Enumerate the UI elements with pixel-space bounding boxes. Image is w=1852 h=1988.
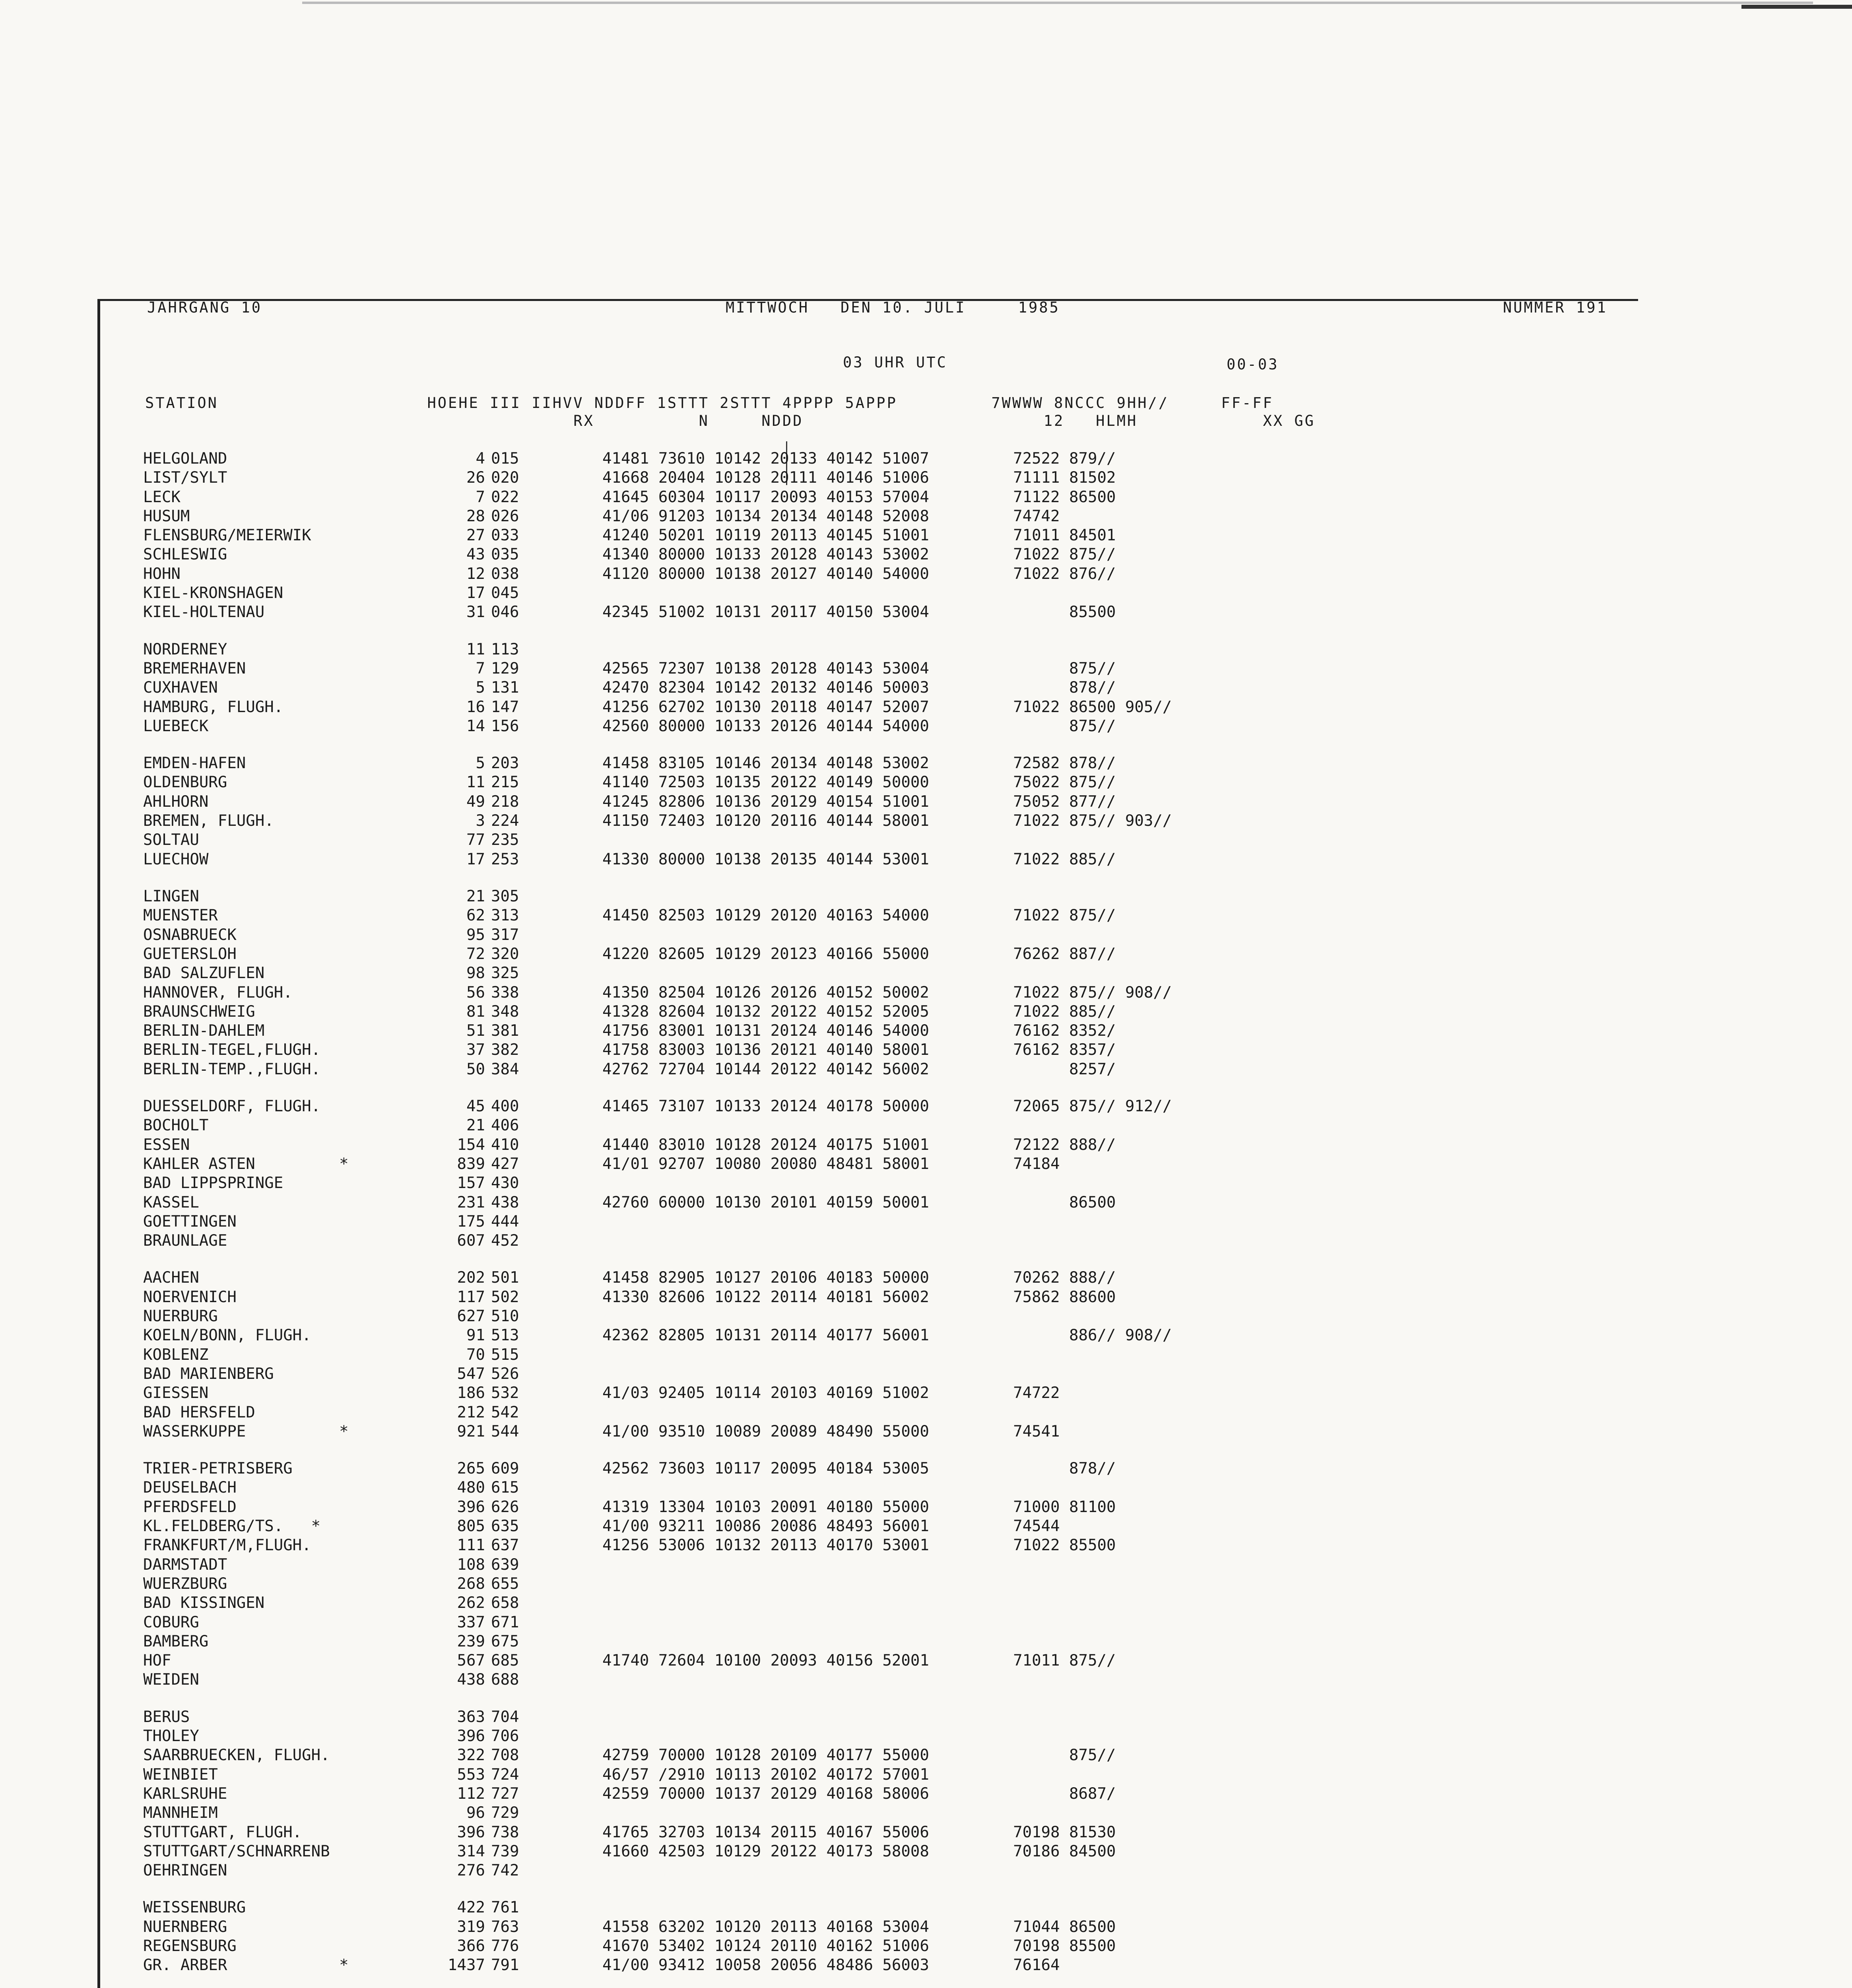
column-header-line-1: STATION HOEHE III IIHVV NDDFF 1STTT 2STTT 4PPPP 5APPP 7WWWW 8NCCC 9HH// FF-FF [145,394,1273,412]
station-number: 542 [491,1404,519,1421]
station-name: NORDERNEY [143,641,227,658]
station-name: NUERNBERG [143,1918,227,1936]
station-number: 338 [491,984,519,1002]
station-height: 43 [466,546,485,563]
scan-edge-mark [1741,5,1852,9]
observation-groups: 42560 80000 10133 20126 40144 54000 875// [602,717,1116,735]
station-number: 045 [491,584,519,602]
station-name: BERLIN-TEMP.,FLUGH. [143,1060,321,1078]
station-height: 276 [457,1862,485,1879]
station-height: 45 [466,1097,485,1115]
station-name: TRIER-PETRISBERG [143,1460,293,1477]
station-number: 438 [491,1194,519,1211]
station-height: 3 [476,812,485,830]
station-height: 98 [466,964,485,982]
station-name: GOETTINGEN [143,1213,237,1231]
station-height: 14 [466,717,485,735]
observation-groups: 41350 82504 10126 20126 40152 50002 71022 875// 908// [602,984,1172,1002]
observation-groups: 41645 60304 10117 20093 40153 57004 71122 86500 [602,488,1116,506]
station-number: 026 [491,507,519,525]
station-number: 305 [491,887,519,905]
observation-groups: 41668 20404 10128 20111 40146 51006 71111 81502 [602,469,1116,487]
station-number: 129 [491,660,519,678]
station-name: AACHEN [143,1269,199,1287]
station-number: 156 [491,717,519,735]
jahrgang-label: JAHRGANG 10 [147,299,262,316]
station-name: REGENSBURG [143,1937,237,1955]
station-number: 384 [491,1060,519,1078]
station-number: 382 [491,1041,519,1059]
station-number: 131 [491,679,519,697]
station-name: GR. ARBER * [143,1956,349,1974]
station-name: BERUS [143,1708,190,1726]
observation-groups: 41/06 91203 10134 20134 40148 52008 74742 [602,507,1060,525]
time-range-label: 00-03 [1227,356,1279,373]
station-number: 637 [491,1536,519,1554]
station-number: 761 [491,1899,519,1916]
station-height: 322 [457,1746,485,1764]
station-name: EMDEN-HAFEN [143,754,246,772]
station-height: 26 [466,469,485,487]
station-number: 113 [491,641,519,658]
time-label: 03 UHR UTC [843,354,947,371]
observation-groups: 42470 82304 10142 20132 40146 50003 878// [602,679,1116,697]
observation-groups: 41120 80000 10138 20127 40140 54000 71022 876// [602,565,1116,583]
observation-groups: 41756 83001 10131 20124 40146 54000 76162 8352/ [602,1022,1116,1040]
station-name: BERLIN-DAHLEM [143,1022,265,1040]
station-name: KIEL-KRONSHAGEN [143,584,283,602]
observation-groups: 41765 32703 10134 20115 40167 55006 70198 81530 [602,1823,1116,1841]
station-name: DARMSTADT [143,1556,227,1574]
observation-groups: 41/00 93510 10089 20089 48490 55000 74541 [602,1423,1060,1441]
station-name: BAD KISSINGEN [143,1594,265,1612]
station-height: 77 [466,831,485,849]
station-number: 038 [491,565,519,583]
station-name: COBURG [143,1613,199,1631]
station-name: WASSERKUPPE * [143,1423,349,1441]
station-name: WEIDEN [143,1671,199,1689]
station-number: 708 [491,1746,519,1764]
station-name: STUTTGART/SCHNARRENB [143,1842,330,1860]
station-height: 231 [457,1194,485,1211]
observation-groups: 41256 62702 10130 20118 40147 52007 71022 86500 905// [602,698,1172,716]
station-height: 62 [466,907,485,924]
station-name: KASSEL [143,1194,199,1211]
station-name: OEHRINGEN [143,1862,227,1879]
station-number: 655 [491,1575,519,1593]
station-name: BRAUNSCHWEIG [143,1003,255,1021]
station-number: 381 [491,1022,519,1040]
station-height: 805 [457,1517,485,1535]
station-height: 212 [457,1404,485,1421]
observation-groups: 41340 80000 10133 20128 40143 53002 71022 875// [602,546,1116,563]
observation-groups: 42562 73603 10117 20095 40184 53005 878// [602,1460,1116,1477]
station-height: 4 [476,450,485,468]
observation-groups: 41481 73610 10142 20133 40142 51007 72522 879// [602,450,1116,468]
station-name: KAHLER ASTEN * [143,1155,349,1173]
station-height: 16 [466,698,485,716]
station-number: 729 [491,1804,519,1822]
station-number: 609 [491,1460,519,1477]
observation-groups: 41319 13304 10103 20091 40180 55000 71000 81100 [602,1498,1116,1516]
station-height: 11 [466,773,485,791]
station-name: OLDENBURG [143,773,227,791]
station-number: 635 [491,1517,519,1535]
station-number: 215 [491,773,519,791]
station-number: 738 [491,1823,519,1841]
station-number: 253 [491,850,519,868]
station-height: 117 [457,1288,485,1306]
observation-groups: 41/00 93211 10086 20086 48493 56001 74544 [602,1517,1060,1535]
observation-groups: 41/00 93412 10058 20056 48486 56003 76164 [602,1956,1060,1974]
station-height: 51 [466,1022,485,1040]
station-height: 50 [466,1060,485,1078]
station-name: WUERZBURG [143,1575,227,1593]
station-name: AHLHORN [143,793,209,811]
station-number: 430 [491,1174,519,1192]
observation-groups: 41758 83003 10136 20121 40140 58001 76162 8357/ [602,1041,1116,1059]
station-number: 510 [491,1307,519,1325]
scan-edge-line [302,2,1813,4]
station-name: HANNOVER, FLUGH. [143,984,293,1002]
observation-groups: 41450 82503 10129 20120 40163 54000 71022 875// [602,907,1116,924]
observation-groups: 41328 82604 10132 20122 40152 52005 71022 885// [602,1003,1116,1021]
station-name: BRAUNLAGE [143,1232,227,1250]
station-height: 337 [457,1613,485,1631]
station-name: MUENSTER [143,907,218,924]
station-height: 396 [457,1727,485,1745]
station-name: SAARBRUECKEN, FLUGH. [143,1746,330,1764]
station-name: HOHN [143,565,181,583]
station-number: 791 [491,1956,519,1974]
station-number: 776 [491,1937,519,1955]
station-name: FRANKFURT/M,FLUGH. [143,1536,311,1554]
station-name: WEINBIET [143,1766,218,1784]
station-name: SOLTAU [143,831,199,849]
observation-groups: 41140 72503 10135 20122 40149 50000 75022 875// [602,773,1116,791]
station-name: ESSEN [143,1136,190,1154]
station-name: PFERDSFELD [143,1498,237,1516]
station-number: 526 [491,1365,519,1383]
station-number: 218 [491,793,519,811]
station-name: LUECHOW [143,850,209,868]
station-name: BREMERHAVEN [143,660,246,678]
station-name: BREMEN, FLUGH. [143,812,274,830]
station-number: 688 [491,1671,519,1689]
station-height: 839 [457,1155,485,1173]
station-number: 532 [491,1384,519,1402]
observation-groups: 41465 73107 10133 20124 40178 50000 72065 875// 912// [602,1097,1172,1115]
observation-groups: 41458 82905 10127 20106 40183 50000 70262 888// [602,1269,1116,1287]
nummer-label: NUMMER 191 [1503,299,1607,316]
station-number: 513 [491,1326,519,1344]
observation-groups: 46/57 /2910 10113 20102 40172 57001 [602,1766,929,1784]
station-number: 501 [491,1269,519,1287]
station-height: 157 [457,1174,485,1192]
observation-groups: 41240 50201 10119 20113 40145 51001 71011 84501 [602,526,1116,544]
station-height: 17 [466,850,485,868]
station-height: 186 [457,1384,485,1402]
observation-groups: 42565 72307 10138 20128 40143 53004 875// [602,660,1116,678]
station-height: 11 [466,641,485,658]
station-height: 921 [457,1423,485,1441]
station-number: 724 [491,1766,519,1784]
station-number: 046 [491,603,519,621]
station-name: KARLSRUHE [143,1785,227,1803]
station-height: 49 [466,793,485,811]
station-height: 480 [457,1479,485,1497]
station-name: BERLIN-TEGEL,FLUGH. [143,1041,321,1059]
station-number: 742 [491,1862,519,1879]
observation-groups: 42759 70000 10128 20109 40177 55000 875// [602,1746,1116,1764]
station-name: HOF [143,1652,171,1670]
station-height: 154 [457,1136,485,1154]
station-height: 111 [457,1536,485,1554]
station-height: 627 [457,1307,485,1325]
station-number: 658 [491,1594,519,1612]
station-height: 72 [466,945,485,963]
station-number: 639 [491,1556,519,1574]
station-number: 317 [491,926,519,944]
station-number: 515 [491,1346,519,1364]
station-height: 319 [457,1918,485,1936]
station-height: 567 [457,1652,485,1670]
station-name: LUEBECK [143,717,209,735]
station-name: BAD SALZUFLEN [143,964,265,982]
station-number: 544 [491,1423,519,1441]
observation-groups: 41330 82606 10122 20114 40181 56002 75862 88600 [602,1288,1116,1306]
observation-groups: 41740 72604 10100 20093 40156 52001 71011 875// [602,1652,1116,1670]
station-number: 348 [491,1003,519,1021]
station-name: MANNHEIM [143,1804,218,1822]
station-number: 427 [491,1155,519,1173]
station-name: BAMBERG [143,1633,209,1650]
station-height: 547 [457,1365,485,1383]
station-name: HAMBURG, FLUGH. [143,698,283,716]
station-height: 7 [476,488,485,506]
station-name: LIST/SYLT [143,469,227,487]
station-height: 1437 [448,1956,485,1974]
station-number: 626 [491,1498,519,1516]
station-number: 704 [491,1708,519,1726]
station-height: 268 [457,1575,485,1593]
station-number: 313 [491,907,519,924]
station-name: DUESSELDORF, FLUGH. [143,1097,321,1115]
station-number: 410 [491,1136,519,1154]
station-number: 727 [491,1785,519,1803]
station-number: 020 [491,469,519,487]
observation-groups: 41670 53402 10124 20110 40162 51006 70198 85500 [602,1937,1116,1955]
station-number: 739 [491,1842,519,1860]
station-height: 96 [466,1804,485,1822]
station-name: THOLEY [143,1727,199,1745]
station-height: 12 [466,565,485,583]
station-height: 56 [466,984,485,1002]
station-number: 671 [491,1613,519,1631]
station-height: 70 [466,1346,485,1364]
station-height: 81 [466,1003,485,1021]
station-height: 21 [466,1116,485,1134]
station-height: 112 [457,1785,485,1803]
station-height: 607 [457,1232,485,1250]
station-height: 21 [466,887,485,905]
station-number: 035 [491,546,519,563]
observation-groups: 41220 82605 10129 20123 40166 55000 76262 887// [602,945,1116,963]
station-number: 015 [491,450,519,468]
station-number: 502 [491,1288,519,1306]
station-number: 203 [491,754,519,772]
station-name: OSNABRUECK [143,926,237,944]
station-number: 400 [491,1097,519,1115]
station-height: 202 [457,1269,485,1287]
station-name: NUERBURG [143,1307,218,1325]
station-name: SCHLESWIG [143,546,227,563]
station-name: CUXHAVEN [143,679,218,697]
station-height: 31 [466,603,485,621]
observation-groups: 41660 42503 10129 20122 40173 58008 70186 84500 [602,1842,1116,1860]
date-label: MITTWOCH DEN 10. JULI 1985 [726,299,1060,316]
station-height: 5 [476,679,485,697]
station-number: 685 [491,1652,519,1670]
station-name: KIEL-HOLTENAU [143,603,265,621]
station-name: FLENSBURG/MEIERWIK [143,526,311,544]
station-height: 95 [466,926,485,944]
station-height: 239 [457,1633,485,1650]
station-name: BAD HERSFELD [143,1404,255,1421]
station-height: 363 [457,1708,485,1726]
station-height: 17 [466,584,485,602]
station-name: LECK [143,488,181,506]
station-height: 422 [457,1899,485,1916]
station-height: 396 [457,1498,485,1516]
station-height: 27 [466,526,485,544]
station-number: 235 [491,831,519,849]
station-height: 37 [466,1041,485,1059]
station-name: BOCHOLT [143,1116,209,1134]
station-name: HELGOLAND [143,450,227,468]
station-height: 438 [457,1671,485,1689]
station-name: BAD MARIENBERG [143,1365,274,1383]
observation-groups: 42760 60000 10130 20101 40159 50001 86500 [602,1194,1116,1211]
station-name: GIESSEN [143,1384,209,1402]
station-name: WEISSENBURG [143,1899,246,1916]
observation-groups: 41458 83105 10146 20134 40148 53002 72582 878// [602,754,1116,772]
observation-groups: 41/03 92405 10114 20103 40169 51002 74722 [602,1384,1060,1402]
observation-groups: 42345 51002 10131 20117 40150 53004 85500 [602,603,1116,621]
station-name: BAD LIPPSPRINGE [143,1174,283,1192]
station-number: 325 [491,964,519,982]
station-height: 28 [466,507,485,525]
station-name: DEUSELBACH [143,1479,237,1497]
station-height: 7 [476,660,485,678]
station-number: 320 [491,945,519,963]
station-name: LINGEN [143,887,199,905]
station-height: 553 [457,1766,485,1784]
station-number: 763 [491,1918,519,1936]
station-height: 262 [457,1594,485,1612]
station-number: 033 [491,526,519,544]
station-name: STUTTGART, FLUGH. [143,1823,302,1841]
observation-groups: 41558 63202 10120 20113 40168 53004 71044 86500 [602,1918,1116,1936]
station-height: 91 [466,1326,485,1344]
column-header-line-2: RX N NDDD 12 HLMH XX GG [145,412,1315,429]
station-number: 406 [491,1116,519,1134]
station-name: GUETERSLOH [143,945,237,963]
observation-groups: 41330 80000 10138 20135 40144 53001 71022 885// [602,850,1116,868]
observation-groups: 41245 82806 10136 20129 40154 51001 75052 877// [602,793,1116,811]
station-number: 615 [491,1479,519,1497]
station-number: 022 [491,488,519,506]
station-height: 108 [457,1556,485,1574]
station-height: 396 [457,1823,485,1841]
station-name: KOBLENZ [143,1346,209,1364]
station-height: 175 [457,1213,485,1231]
observation-groups: 41150 72403 10120 20116 40144 58001 71022 875// 903// [602,812,1172,830]
station-number: 147 [491,698,519,716]
station-name: KL.FELDBERG/TS. * [143,1517,321,1535]
observation-groups: 42362 82805 10131 20114 40177 56001 886// 908// [602,1326,1172,1344]
station-height: 5 [476,754,485,772]
station-name: KOELN/BONN, FLUGH. [143,1326,311,1344]
observation-groups: 41256 53006 10132 20113 40170 53001 71022 85500 [602,1536,1116,1554]
observation-groups: 41/01 92707 10080 20080 48481 58001 74184 [602,1155,1060,1173]
observation-groups: 42762 72704 10144 20122 40142 56002 8257/ [602,1060,1116,1078]
station-height: 366 [457,1937,485,1955]
station-number: 224 [491,812,519,830]
station-name: HUSUM [143,507,190,525]
station-height: 314 [457,1842,485,1860]
station-number: 706 [491,1727,519,1745]
station-number: 452 [491,1232,519,1250]
station-number: 444 [491,1213,519,1231]
station-height: 265 [457,1460,485,1477]
observation-groups: 41440 83010 10128 20124 40175 51001 72122 888// [602,1136,1116,1154]
station-name: NOERVENICH [143,1288,237,1306]
station-number: 675 [491,1633,519,1650]
observation-groups: 42559 70000 10137 20129 40168 58006 8687/ [602,1785,1116,1803]
